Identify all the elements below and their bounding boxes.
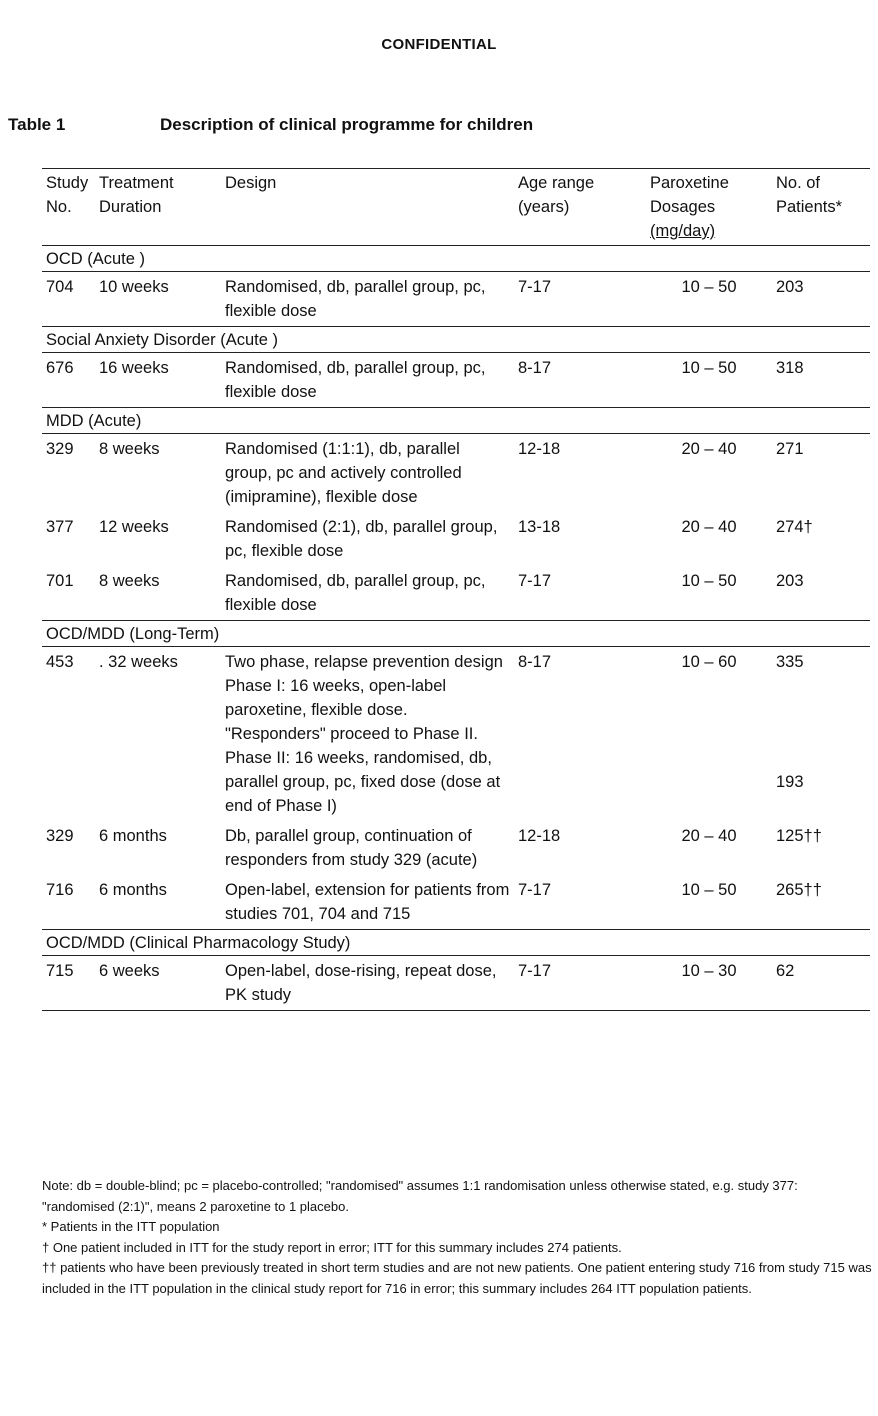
- patients-value: 203: [776, 278, 804, 296]
- dosage-value: 20 – 40: [681, 440, 737, 458]
- duration-value: 10 weeks: [99, 278, 169, 296]
- cell-study: [42, 647, 95, 822]
- cell-age: [514, 647, 646, 822]
- age-value: 7-17: [518, 962, 552, 980]
- study-value: 716: [46, 881, 74, 899]
- section-title: OCD/MDD (Clinical Pharmacology Study): [42, 930, 870, 956]
- cell-age: [514, 566, 646, 621]
- duration-value: 8 weeks: [99, 572, 160, 590]
- confidential-header: CONFIDENTIAL: [381, 36, 497, 53]
- cell-duration: [95, 353, 221, 408]
- design-value: Randomised (1:1:1), db, parallel group, pc and actively controlled (imipramine), flexible dose: [225, 440, 462, 506]
- section-header-row: [42, 246, 870, 272]
- design-value: Open-label, extension for patients from studies 701, 704 and 715: [225, 881, 510, 923]
- cell-study: [42, 353, 95, 408]
- study-value: 329: [46, 827, 74, 845]
- patients-value: 62: [776, 962, 795, 980]
- cell-dosage: [646, 512, 772, 566]
- cell-duration: [95, 956, 221, 1011]
- dosage-value: 10 – 50: [681, 572, 737, 590]
- section-header-row: [42, 408, 870, 434]
- patients-value: 271: [776, 440, 804, 458]
- patients-value: 335: [776, 653, 804, 671]
- design-value: Randomised, db, parallel group, pc, flexible dose: [225, 278, 486, 320]
- study-value: 715: [46, 962, 74, 980]
- cell-study: [42, 512, 95, 566]
- cell-design: [221, 647, 514, 822]
- section-header-row: [42, 930, 870, 956]
- cell-patients: [772, 821, 870, 875]
- cell-patients: [772, 434, 870, 513]
- cell-age: [514, 875, 646, 930]
- cell-duration: [95, 821, 221, 875]
- design-value: Randomised, db, parallel group, pc, flexible dose: [225, 572, 486, 614]
- table-header-row: [42, 169, 870, 246]
- dosage-value: 10 – 50: [681, 359, 737, 377]
- design-value: Two phase, relapse prevention design Phase I: 16 weeks, open-label paroxetine, flexible dose. "Responders" proceed to Phase II. Phase II: 16 weeks, randomised, db, parallel group, pc, fixed dose (dose at end of Phase I): [225, 653, 503, 815]
- clinical-programme-table: [42, 168, 870, 1011]
- patients-value: 203: [776, 572, 804, 590]
- duration-value: . 32 weeks: [99, 653, 178, 671]
- table-row: [42, 434, 870, 513]
- table-label: Table 1: [8, 115, 66, 134]
- study-value: 701: [46, 572, 74, 590]
- age-value: 12-18: [518, 440, 561, 458]
- cell-design: [221, 434, 514, 513]
- dosage-value: 20 – 40: [681, 518, 737, 536]
- cell-design: [221, 956, 514, 1011]
- age-value: 8-17: [518, 653, 552, 671]
- section-title: Social Anxiety Disorder (Acute ): [42, 327, 870, 353]
- cell-study: [42, 956, 95, 1011]
- cell-patients: [772, 875, 870, 930]
- age-value: 7-17: [518, 881, 552, 899]
- cell-patients: [772, 272, 870, 327]
- section-title: OCD (Acute ): [42, 246, 870, 272]
- cell-dosage: [646, 875, 772, 930]
- cell-study: [42, 875, 95, 930]
- table-row: [42, 956, 870, 1011]
- table-row: [42, 875, 870, 930]
- cell-design: [221, 821, 514, 875]
- design-value: Randomised (2:1), db, parallel group, pc, flexible dose: [225, 518, 498, 560]
- dosage-value: 20 – 40: [681, 827, 737, 845]
- cell-duration: [95, 566, 221, 621]
- cell-design: [221, 272, 514, 327]
- cell-patients: [772, 956, 870, 1011]
- cell-patients: [772, 647, 870, 822]
- cell-age: [514, 512, 646, 566]
- section-title: OCD/MDD (Long-Term): [42, 621, 870, 647]
- col-age: Age range (years): [514, 169, 646, 246]
- col-study: Study No.: [42, 169, 95, 246]
- study-value: 329: [46, 440, 74, 458]
- cell-study: [42, 821, 95, 875]
- cell-duration: [95, 272, 221, 327]
- note-abbreviations: Note: db = double-blind; pc = placebo-controlled; "randomised" assumes 1:1 randomisation unless otherwise stated, e.g. study 377: "randomised (2:1)", means 2 paroxetine to 1 placebo.: [42, 1178, 798, 1214]
- cell-age: [514, 956, 646, 1011]
- cell-design: [221, 875, 514, 930]
- cell-design: [221, 353, 514, 408]
- cell-study: [42, 272, 95, 327]
- patients-phase2-value: 193: [776, 773, 804, 791]
- table-row: [42, 647, 870, 822]
- duration-value: 6 weeks: [99, 962, 160, 980]
- section-header-row: [42, 327, 870, 353]
- cell-age: [514, 272, 646, 327]
- cell-dosage: [646, 821, 772, 875]
- note-asterisk: * Patients in the ITT population: [42, 1219, 220, 1234]
- cell-age: [514, 434, 646, 513]
- duration-value: 12 weeks: [99, 518, 169, 536]
- study-value: 704: [46, 278, 74, 296]
- cell-design: [221, 512, 514, 566]
- col-patients: No. of Patients*: [772, 169, 870, 246]
- section-header-row: [42, 621, 870, 647]
- patients-value: 125††: [776, 827, 822, 845]
- cell-patients: [772, 353, 870, 408]
- table-title: Description of clinical programme for children: [160, 115, 534, 134]
- age-value: 7-17: [518, 278, 552, 296]
- cell-patients: [772, 566, 870, 621]
- cell-age: [514, 353, 646, 408]
- duration-value: 16 weeks: [99, 359, 169, 377]
- age-value: 13-18: [518, 518, 561, 536]
- patients-value: 318: [776, 359, 804, 377]
- age-value: 12-18: [518, 827, 561, 845]
- cell-patients: [772, 512, 870, 566]
- cell-design: [221, 566, 514, 621]
- study-value: 453: [46, 653, 74, 671]
- duration-value: 6 months: [99, 827, 167, 845]
- table-row: [42, 272, 870, 327]
- dosage-value: 10 – 30: [681, 962, 737, 980]
- table-row: [42, 512, 870, 566]
- note-double-dagger: †† patients who have been previously treated in short term studies and are not new patients. One patient entering study 716 from study 715 was included in the ITT population in the clinical study report for 716 in error; this summary includes 264 ITT population patients.: [42, 1260, 872, 1296]
- note-dagger: † One patient included in ITT for the study report in error; ITT for this summary includes 274 patients.: [42, 1239, 622, 1255]
- dosage-value: 10 – 50: [681, 881, 737, 899]
- table-notes: [42, 1176, 872, 1299]
- cell-dosage: [646, 956, 772, 1011]
- cell-dosage: [646, 272, 772, 327]
- col-duration: Treatment Duration: [95, 169, 221, 246]
- cell-dosage: [646, 353, 772, 408]
- cell-dosage: [646, 566, 772, 621]
- cell-study: [42, 566, 95, 621]
- table-row: [42, 566, 870, 621]
- cell-dosage: [646, 647, 772, 822]
- patients-value: 274†: [776, 518, 813, 536]
- dosage-value: 10 – 60: [681, 653, 737, 671]
- col-dosage: Paroxetine Dosages (mg/day): [646, 169, 772, 246]
- age-value: 7-17: [518, 572, 552, 590]
- study-value: 676: [46, 359, 74, 377]
- cell-duration: [95, 875, 221, 930]
- col-design: Design: [221, 169, 514, 246]
- table-row: [42, 353, 870, 408]
- patients-value: 265††: [776, 881, 822, 899]
- section-title: MDD (Acute): [42, 408, 870, 434]
- cell-duration: [95, 434, 221, 513]
- design-value: Db, parallel group, continuation of responders from study 329 (acute): [225, 827, 478, 869]
- study-value: 377: [46, 518, 74, 536]
- dosage-value: 10 – 50: [681, 278, 737, 296]
- duration-value: 6 months: [99, 881, 167, 899]
- duration-value: 8 weeks: [99, 440, 160, 458]
- cell-study: [42, 434, 95, 513]
- table-row: [42, 821, 870, 875]
- cell-dosage: [646, 434, 772, 513]
- design-value: Open-label, dose-rising, repeat dose, PK study: [225, 962, 497, 1004]
- cell-duration: [95, 512, 221, 566]
- age-value: 8-17: [518, 359, 552, 377]
- design-value: Randomised, db, parallel group, pc, flexible dose: [225, 359, 486, 401]
- cell-age: [514, 821, 646, 875]
- cell-duration: [95, 647, 221, 822]
